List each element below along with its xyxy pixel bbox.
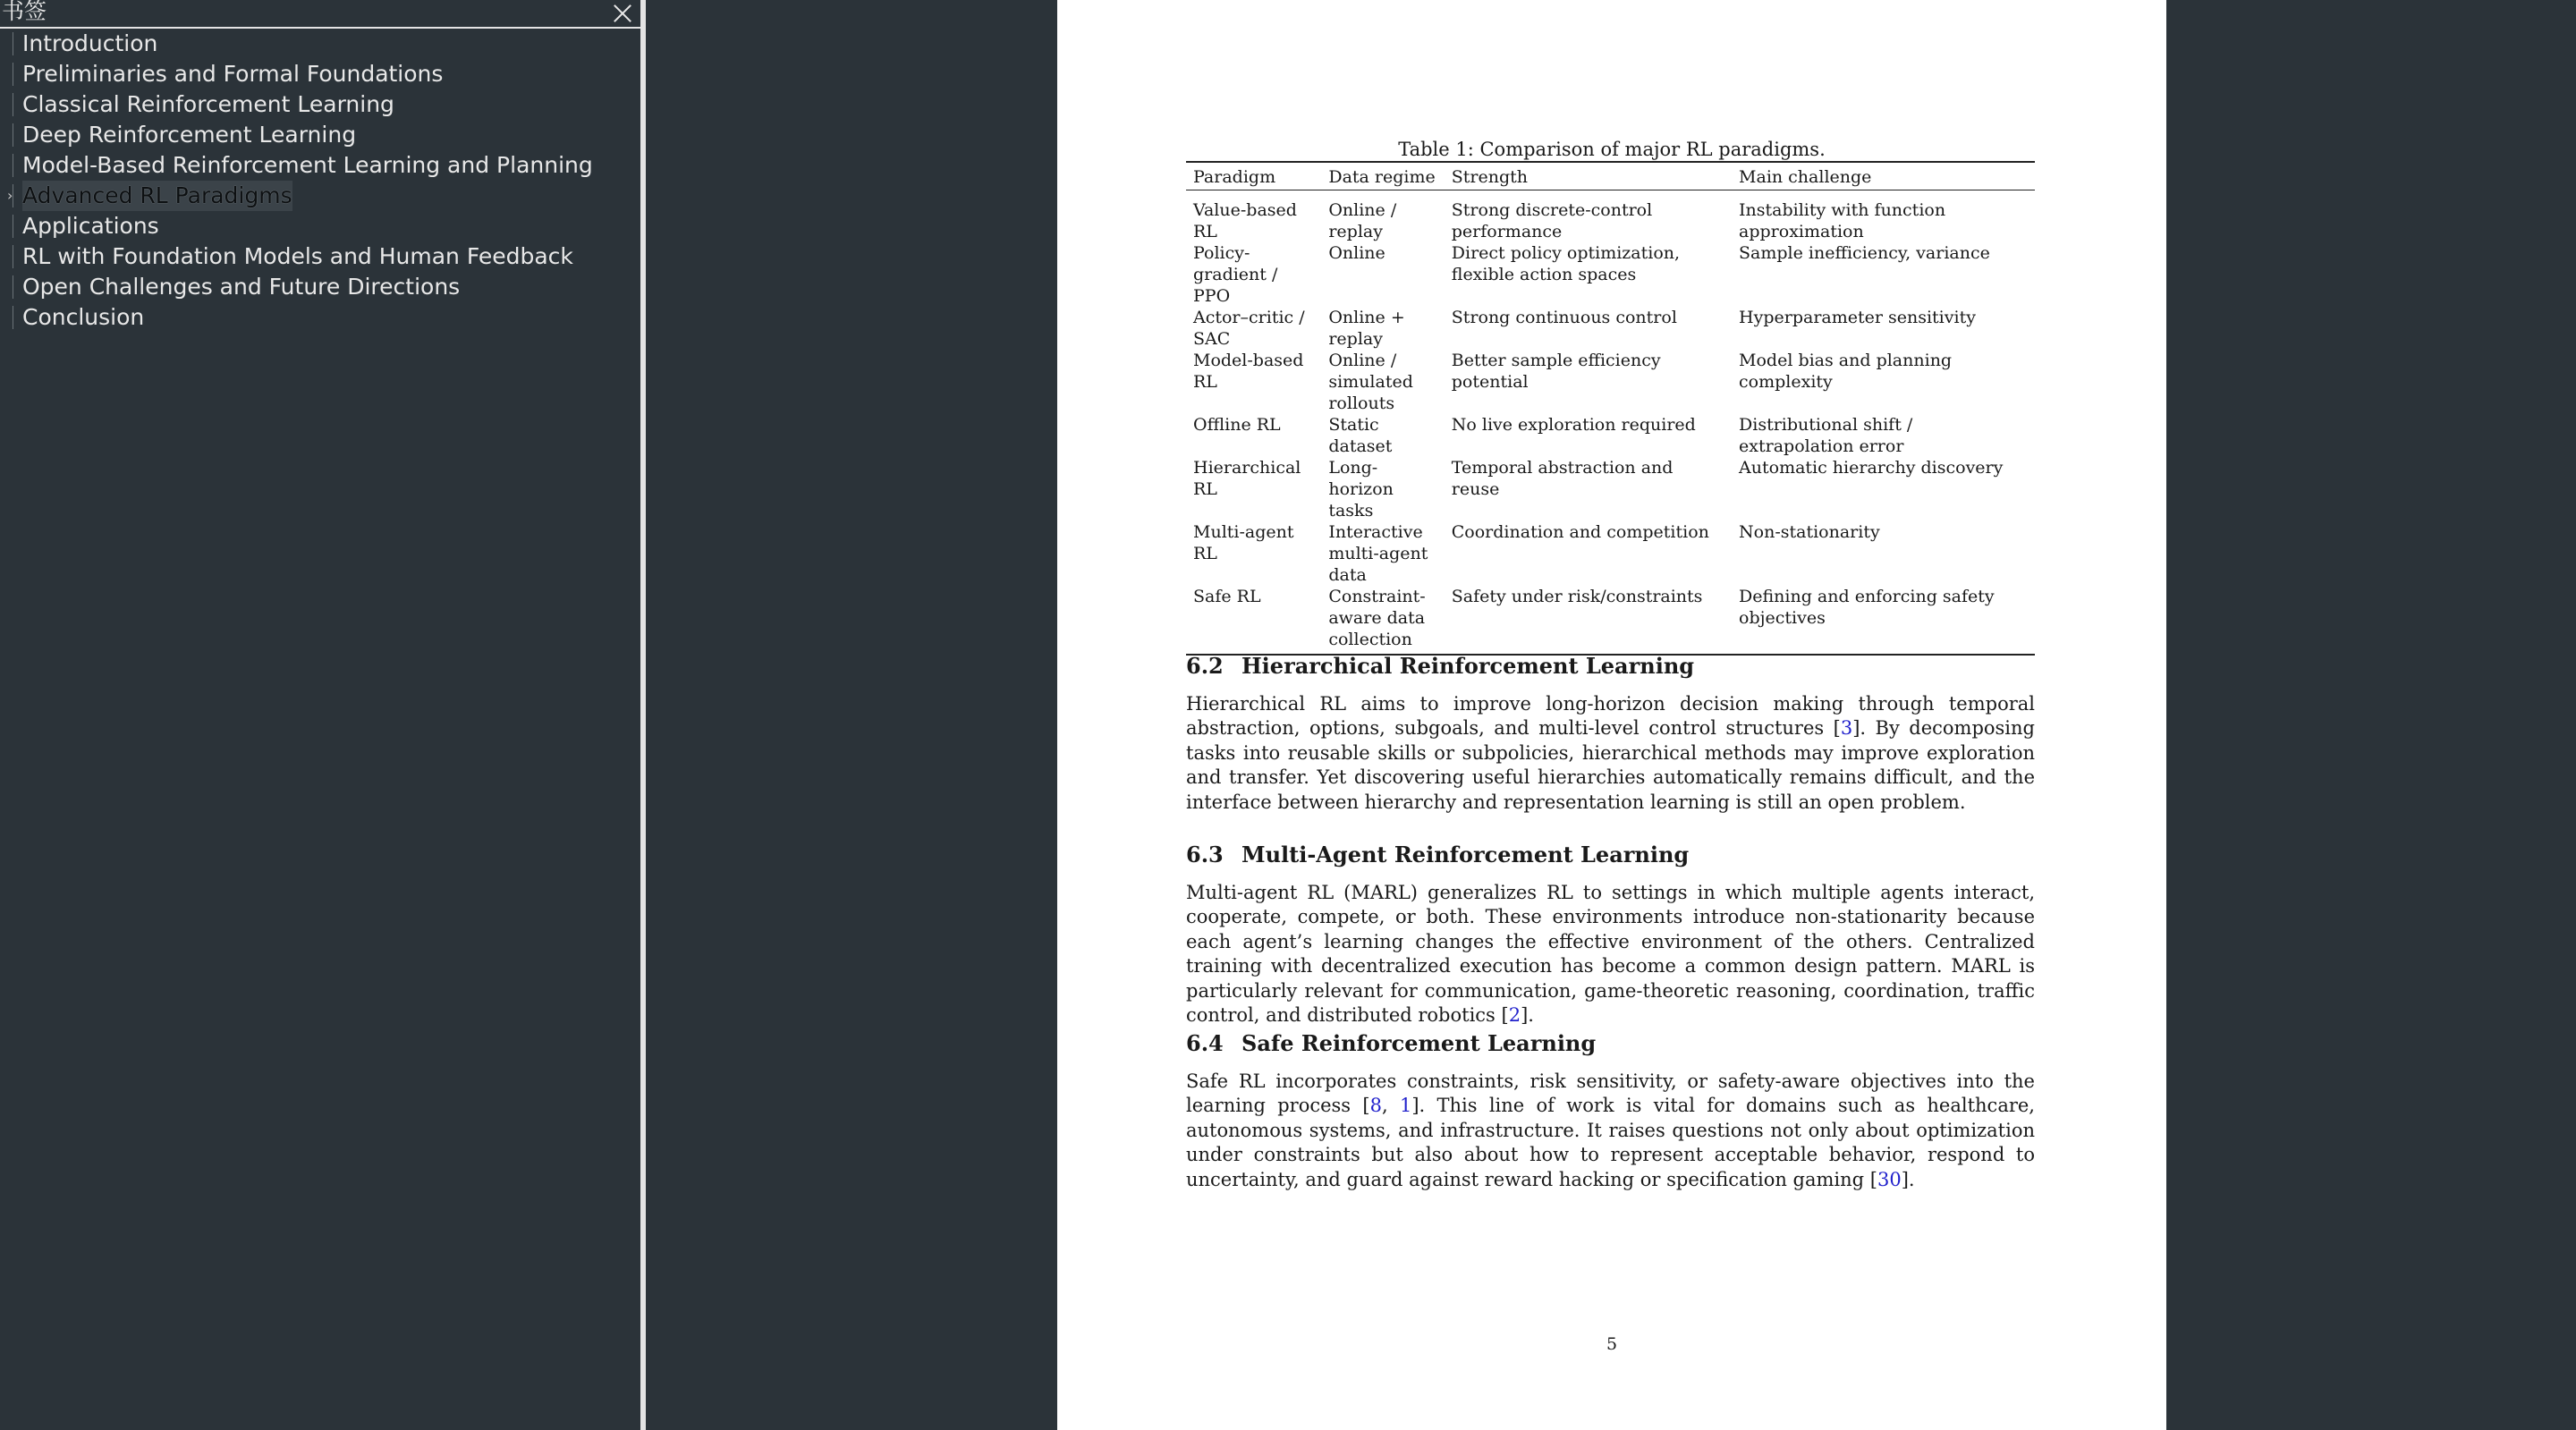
citation-link[interactable]: 8	[1369, 1095, 1382, 1117]
bookmark-item[interactable]	[0, 211, 640, 241]
table-row	[1186, 242, 2035, 307]
table-cell: Sample inefficiency, variance	[1739, 243, 1990, 263]
bookmark-item[interactable]	[0, 29, 640, 59]
section-number: 6.3	[1186, 842, 1224, 867]
table-cell: Online / replay	[1328, 200, 1397, 241]
table-cell: Direct policy optimization, flexible action spaces	[1451, 243, 1681, 284]
table-cell: Multi-agent RL	[1193, 522, 1294, 563]
paragraph-text: ].	[1521, 1004, 1534, 1027]
table-cell: Model bias and planning complexity	[1739, 351, 1953, 392]
bookmark-item[interactable]	[0, 181, 640, 211]
paragraph-text: ]. This line of work is vital for domains such as healthcare, autonomous systems, and infrastructure. It raises questions not only about optimization under constraints but also about how to represent acceptable behavior, respond to uncertainty, and guard against reward hacking or specification gaming [	[1186, 1095, 2035, 1190]
table-cell: Constraint-aware data collection	[1328, 587, 1426, 649]
table-cell: Hierarchical RL	[1193, 458, 1301, 499]
section-title: Multi-Agent Reinforcement Learning	[1241, 842, 1690, 867]
table-cell: Online + replay	[1328, 308, 1405, 349]
table-cell: Distributional shift / extrapolation error	[1739, 415, 1913, 456]
table-cell: Defining and enforcing safety objectives	[1739, 587, 1995, 628]
citation-link[interactable]: 1	[1399, 1095, 1412, 1117]
paragraph-safe-rl	[1186, 1070, 2035, 1192]
bookmark-label: RL with Foundation Models and Human Feedback	[22, 243, 573, 269]
table-cell: Interactive multi-agent data	[1328, 522, 1428, 585]
bookmark-item[interactable]	[0, 302, 640, 333]
table-cell: Better sample efficiency potential	[1451, 351, 1661, 392]
bookmark-label: Open Challenges and Future Directions	[22, 274, 461, 300]
bookmark-item[interactable]	[0, 59, 640, 89]
section-number: 6.2	[1186, 653, 1224, 679]
column-header-main-challenge: Main challenge	[1739, 167, 1872, 187]
table-cell: Non-stationarity	[1739, 522, 1880, 542]
bookmark-item[interactable]	[0, 150, 640, 181]
section-heading-6-4	[1186, 1030, 1596, 1057]
bookmark-list	[0, 29, 640, 333]
table-cell: Instability with function approximation	[1739, 200, 1946, 241]
table-cell: Safety under risk/constraints	[1451, 587, 1703, 606]
table-cell: Hyperparameter sensitivity	[1739, 308, 1976, 327]
bookmark-item[interactable]	[0, 89, 640, 120]
paragraph-text: ]. By decomposing tasks into reusable skills or subpolicies, hierarchical methods may improve exploration and transfer. Yet discovering useful hierarchies automatically remains difficult, and the interface between hierarchy and representation learning is still an open problem.	[1186, 717, 2035, 813]
bookmarks-header	[0, 0, 640, 29]
paragraph-text: Multi-agent RL (MARL) generalizes RL to settings in which multiple agents interact, cooperate, compete, or both. These environments introduce non-stationarity because each agent’s learning changes the effective environment of the others. Centralized training with decentralized execution has become a common design pattern. MARL is particularly relevant for communication, game-theoretic reasoning, coordination, traffic control, and distributed robotics [	[1186, 882, 2035, 1027]
paragraph-hierarchical-rl	[1186, 692, 2035, 815]
bookmarks-title: 书签	[2, 0, 47, 24]
table-row	[1186, 414, 2035, 457]
section-number: 6.4	[1186, 1030, 1224, 1056]
bookmark-label: Deep Reinforcement Learning	[22, 122, 357, 148]
bookmark-item[interactable]	[0, 241, 640, 272]
table-cell: No live exploration required	[1451, 415, 1696, 435]
table-cell: Online / simulated rollouts	[1328, 351, 1413, 413]
table-cell: Online	[1328, 243, 1385, 263]
bookmark-label: Classical Reinforcement Learning	[22, 91, 394, 117]
section-heading-6-3	[1186, 842, 1689, 868]
section-title: Safe Reinforcement Learning	[1241, 1030, 1597, 1056]
paragraph-text: ,	[1381, 1095, 1400, 1117]
table-row	[1186, 190, 2035, 243]
bookmark-label: Model-Based Reinforcement Learning and Planning	[22, 152, 593, 178]
column-header-data-regime: Data regime	[1328, 167, 1436, 187]
table-row	[1186, 457, 2035, 521]
table-cell: Offline RL	[1193, 415, 1281, 435]
paragraph-text: Hierarchical RL aims to improve long-horizon decision making through temporal abstraction, options, subgoals, and multi-level control structures [	[1186, 693, 2035, 740]
table-cell: Static dataset	[1328, 415, 1393, 456]
close-icon[interactable]	[608, 0, 635, 25]
bookmark-label: Preliminaries and Formal Foundations	[22, 61, 444, 87]
paragraph-multi-agent-rl	[1186, 881, 2035, 1028]
table-cell: Actor–critic / SAC	[1193, 308, 1305, 349]
table-caption: Table 1: Comparison of major RL paradigms.	[1398, 139, 1826, 160]
bookmark-item[interactable]	[0, 272, 640, 302]
citation-link[interactable]: 3	[1840, 717, 1853, 740]
bookmarks-sidebar	[0, 0, 646, 1430]
column-header-strength: Strength	[1451, 167, 1529, 187]
column-header-paradigm: Paradigm	[1193, 167, 1276, 187]
table-cell: Strong continuous control	[1451, 308, 1677, 327]
table-row	[1186, 350, 2035, 414]
document-page	[1057, 0, 2166, 1430]
chevron-right-icon[interactable]: ›	[7, 187, 13, 204]
table-cell: Policy-gradient / PPO	[1193, 243, 1278, 306]
table-cell: Safe RL	[1193, 587, 1261, 606]
bookmark-label: Conclusion	[22, 304, 145, 330]
table-cell: Model-based RL	[1193, 351, 1304, 392]
bookmark-item[interactable]	[0, 120, 640, 150]
page-number: 5	[1606, 1334, 1618, 1354]
table-cell: Strong discrete-control performance	[1451, 200, 1653, 241]
citation-link[interactable]: 30	[1877, 1168, 1902, 1190]
table-cell: Long-horizon tasks	[1328, 458, 1394, 520]
bookmark-label: Introduction	[22, 30, 158, 56]
section-heading-6-2	[1186, 653, 1694, 680]
bookmark-label: Applications	[22, 213, 159, 239]
table-cell: Value-based RL	[1193, 200, 1297, 241]
bookmark-label: Advanced RL Paradigms	[22, 181, 292, 211]
table-row	[1186, 586, 2035, 655]
paragraph-text: Safe RL incorporates constraints, risk sensitivity, or safety-aware objectives into the learning process [	[1186, 1070, 2035, 1117]
table-body	[1186, 190, 2035, 656]
comparison-table	[1186, 161, 2035, 656]
table-header-row	[1186, 162, 2035, 190]
table-row	[1186, 521, 2035, 586]
table-cell: Temporal abstraction and reuse	[1451, 458, 1674, 499]
table-cell: Automatic hierarchy discovery	[1739, 458, 2004, 478]
citation-link[interactable]: 2	[1508, 1004, 1521, 1027]
section-title: Hierarchical Reinforcement Learning	[1241, 653, 1695, 679]
paragraph-text: ].	[1901, 1168, 1915, 1190]
table-cell: Coordination and competition	[1451, 522, 1709, 542]
table-row	[1186, 307, 2035, 350]
